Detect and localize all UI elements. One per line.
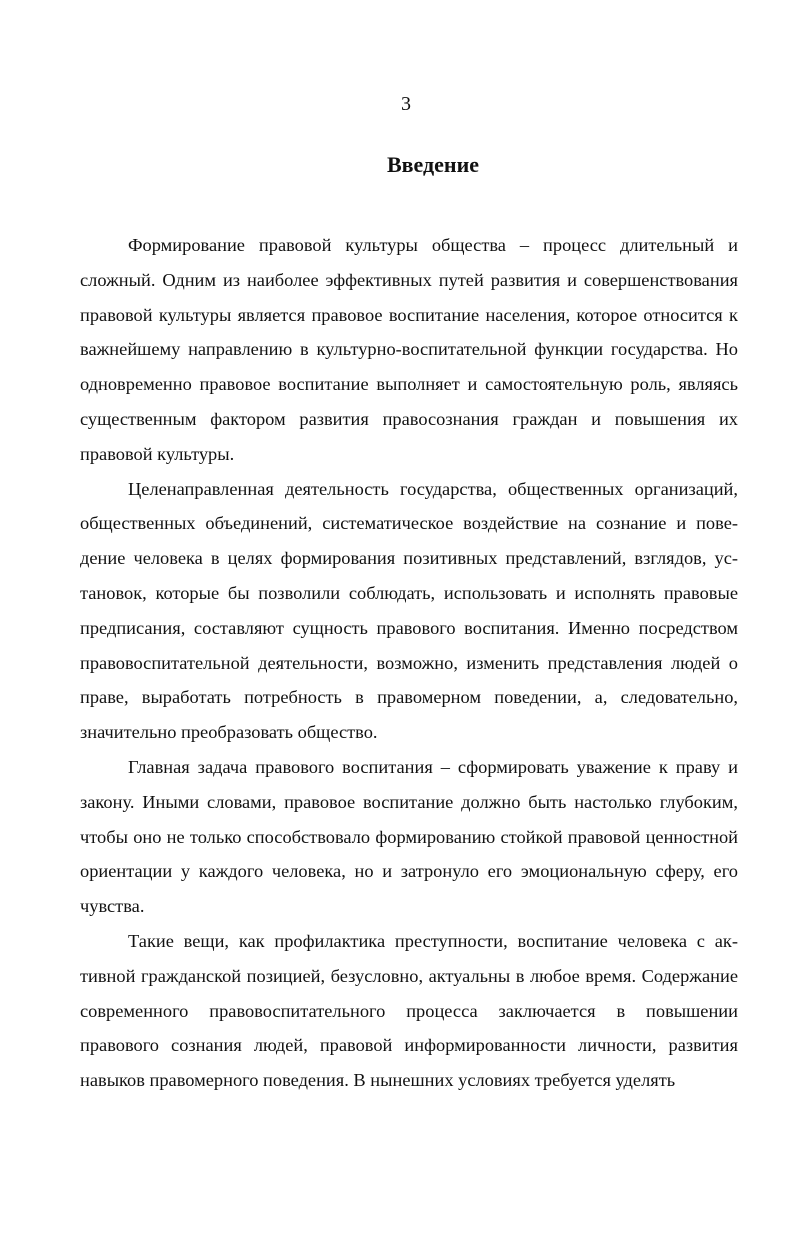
paragraph-1: Формирование правовой культуры общества – процесс длительный и сложный. Одним из наиболее эффективных путей развития и совершенствования правовой культуры является правовое воспитание населения, которое относится к важнейшему направлению в культурно-воспитательной функции государства. Но одновременно правовое воспитание выполняет и самостоятельную роль, являясь существенным фактором развития правосознания граждан и повышения их правовой культуры. [80,235,738,464]
page-number: 3 [401,93,411,115]
paragraph-3: Главная задача правового воспитания – сформировать уважение к праву и закону. Иными словами, правовое воспитание должно быть настолько глубоким, чтобы оно не только способствовало формированию стойкой правовой ценностной ориентации у каждого человека, но и затронуло его эмоциональную сферу, его чувства. [80,756,738,917]
section-heading: Введение [386,152,480,177]
body-text [80,228,738,1098]
paragraph-2: Целенаправленная деятельность государства, общественных организаций, общественных объединений, систематическое воздействие на сознание и поведение человека в целях формирования позитивных представлений, взглядов, установок, которые бы позволили соблюдать, использовать и исполнять правовые предписания, составляют сущность правового воспитания. Именно посредством правовоспитательной деятельности, возможно, изменить представления людей о праве, выработать потребность в правомерном поведении, а, следовательно, значительно преобразовать общество. [80,478,738,743]
paragraph-4: Такие вещи, как профилактика преступности, воспитание человека с активной гражданской позицией, безусловно, актуальны в любое время. Содержание современного правовоспитательного процесса заключается в повышении правового сознания людей, правовой информированности личности, развития навыков правомерного поведения. В нынешних условиях требуется уделять [80,930,738,1091]
